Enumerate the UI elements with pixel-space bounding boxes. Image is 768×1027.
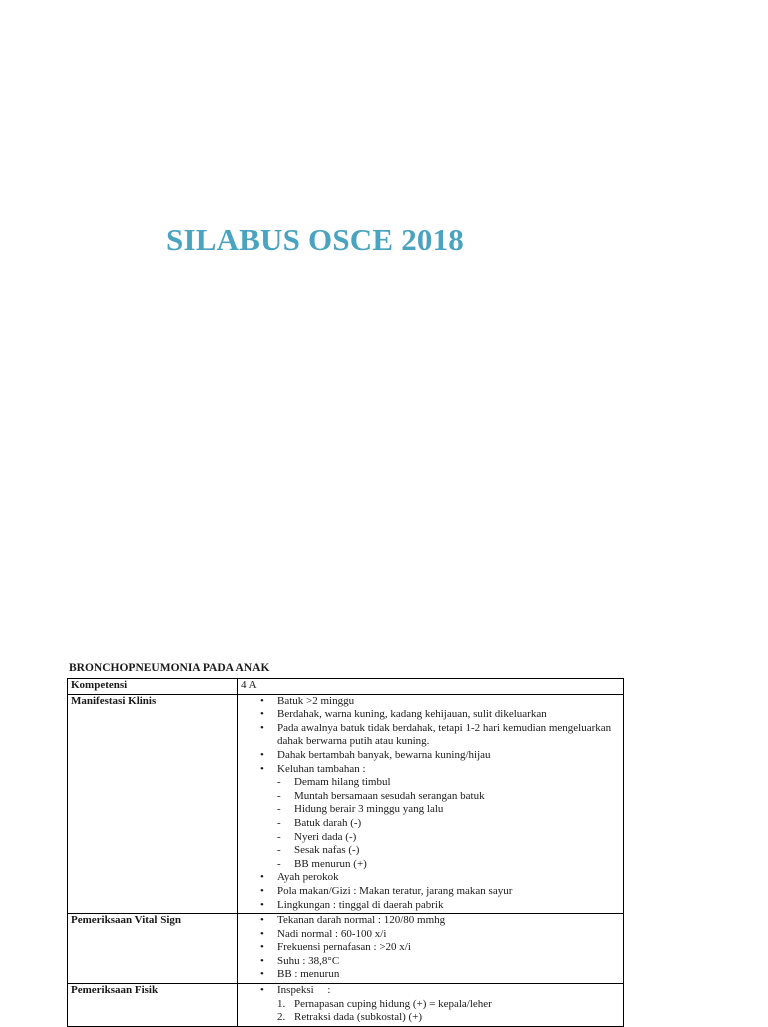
list-item: • Batuk >2 minggu [277,695,620,709]
list-item: • Berdahak, warna kuning, kadang kehijauan, sulit dikeluarkan [277,708,620,722]
list-item [277,997,620,1012]
section-heading: BRONCHOPNEUMONIA PADA ANAK [69,662,270,674]
list-item-text: Inspeksi : [277,984,331,997]
list-item [277,763,620,872]
list-item: - Batuk darah (-) [294,817,620,831]
syllabus-table [67,678,624,1027]
table-row-manifestasi [68,694,624,914]
bullet-list [241,984,620,1025]
list-item: • Pada awalnya batuk tidak berdahak, tetapi 1-2 hari kemudian mengeluarkan dahak berwarna putih atau kuning. [277,722,620,749]
row-label: Pemeriksaan Fisik [68,984,238,1027]
list-item: • Suhu : 38,8°C [277,955,620,969]
list-item: • Tekanan darah normal : 120/80 mmhg [277,914,620,928]
list-item: - BB menurun (+) [294,858,620,872]
list-item: • Dahak bertambah banyak, bewarna kuning/hijau [277,749,620,763]
list-item: - Muntah bersamaan sesudah serangan batuk [294,790,620,804]
list-item: • Lingkungan : tinggal di daerah pabrik [277,899,620,913]
list-item: • Ayah perokok [277,871,620,885]
list-item: • Frekuensi pernafasan : >20 x/i [277,941,620,955]
list-item: • Pola makan/Gizi : Makan teratur, jarang makan sayur [277,885,620,899]
row-label: Manifestasi Klinis [68,694,238,914]
list-item-text: Pernapasan cuping hidung (+) = kepala/leher [294,997,492,1010]
numbered-list [277,998,620,1025]
row-label: Pemeriksaan Vital Sign [68,914,238,984]
list-item: - Nyeri dada (-) [294,831,620,845]
list-number: 2. [277,1011,286,1024]
table-row-vital-sign [68,914,624,984]
row-value: 4 A [238,679,624,695]
row-label: Kompetensi [68,679,238,695]
list-item-text: Retraksi dada (subkostal) (+) [294,1011,423,1024]
list-item: - Sesak nafas (-) [294,844,620,858]
list-item: • Nadi normal : 60-100 x/i [277,928,620,942]
list-item [277,984,620,1025]
row-value [238,694,624,914]
bullet-list [241,914,620,982]
row-value [238,914,624,984]
document-title: SILABUS OSCE 2018 [166,222,464,257]
row-value [238,984,624,1027]
list-item [277,1011,620,1025]
list-item-text: Keluhan tambahan : [277,762,366,775]
list-item: • BB : menurun [277,968,620,982]
table-row-fisik [68,984,624,1027]
table-row-kompetensi [68,679,624,695]
list-item: - Demam hilang timbul [294,776,620,790]
list-number: 1. [277,997,286,1010]
bullet-list [241,695,620,913]
list-item: - Hidung berair 3 minggu yang lalu [294,803,620,817]
dash-list [277,776,620,871]
